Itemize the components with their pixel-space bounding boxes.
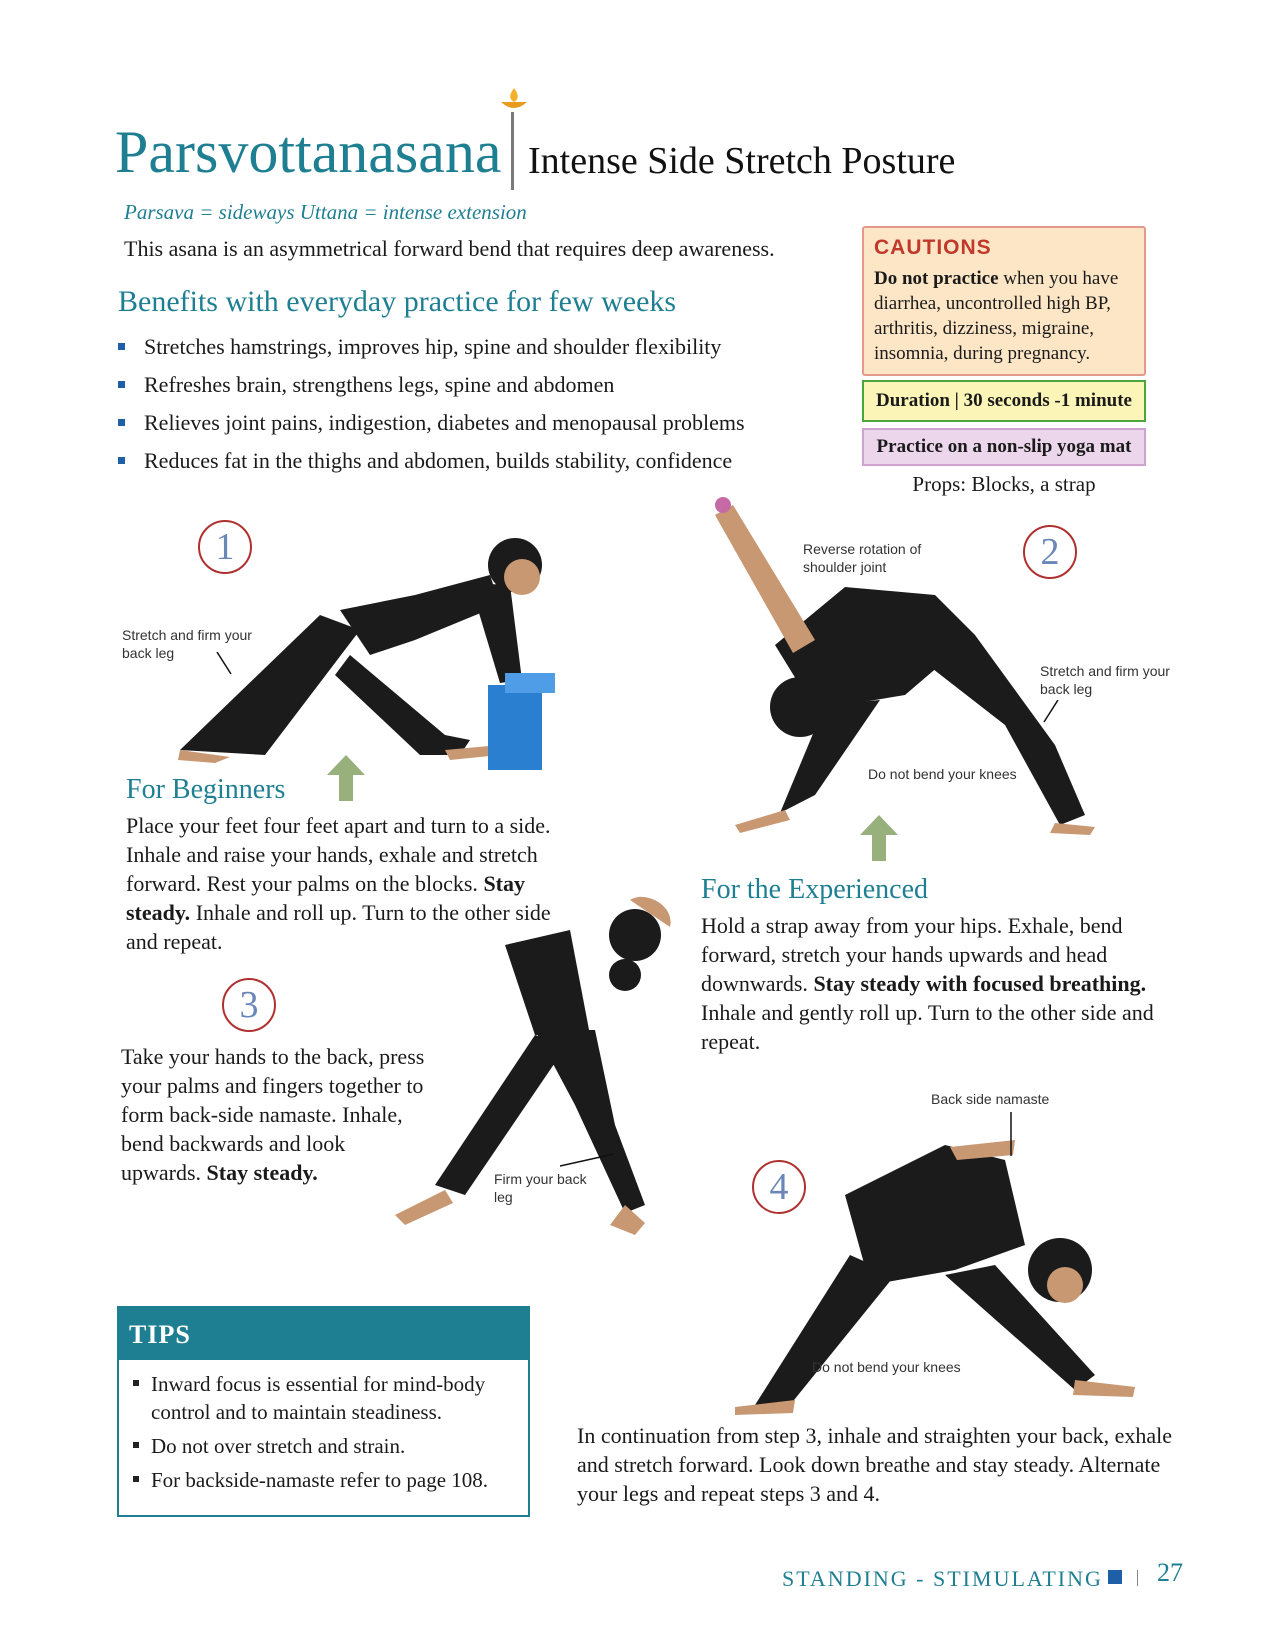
- page-title: Parsvottanasana: [115, 119, 502, 185]
- list-item: [129, 1432, 520, 1460]
- tip-text: Inward focus is essential for mind-body control and to maintain steadiness.: [151, 1372, 486, 1424]
- list-item: [129, 1466, 520, 1494]
- list-item: [118, 446, 798, 484]
- benefit-text: Reduces fat in the thighs and abdomen, builds stability, confidence: [144, 448, 733, 473]
- leader-line: [1040, 700, 1062, 724]
- list-item: [118, 370, 798, 408]
- bullet-icon: [118, 381, 125, 388]
- step2-note-top: Reverse rotation of shoulder joint: [803, 541, 922, 575]
- footer-divider: [1137, 1570, 1138, 1586]
- experienced-text-a: Hold a strap away from your hips. Exhale, bend forward, stretch your hands upwards and head downwards.: [701, 913, 1123, 996]
- footer-section: STANDING - STIMULATING: [782, 1566, 1103, 1591]
- step2-note-right: Stretch and firm your back leg: [1040, 663, 1170, 697]
- page-subtitle: Intense Side Stretch Posture: [528, 140, 956, 182]
- leader-line: [1008, 1112, 1014, 1158]
- bullet-icon: [133, 1476, 139, 1482]
- props-text: Props: Blocks, a strap: [912, 472, 1096, 496]
- benefit-text: Relieves joint pains, indigestion, diabetes and menopausal problems: [144, 410, 745, 435]
- yoga-block-icon: [488, 673, 555, 770]
- step1-note: Stretch and firm your back leg: [122, 627, 252, 661]
- bullet-icon: [118, 343, 125, 350]
- step-number-3: 3: [222, 978, 276, 1032]
- title-divider: [511, 112, 514, 190]
- cautions-panel: [862, 226, 1146, 376]
- leader-line: [560, 1150, 616, 1170]
- step4-note-knees: Do not bend your knees: [812, 1359, 961, 1375]
- tip-text: For backside-namaste refer to page 108.: [151, 1468, 489, 1492]
- list-item: [118, 408, 798, 446]
- step3-note: Firm your back leg: [494, 1171, 587, 1205]
- bullet-icon: [118, 457, 125, 464]
- bullet-icon: [133, 1442, 139, 1448]
- page-number: 27: [1157, 1558, 1183, 1587]
- tips-box: [117, 1306, 530, 1517]
- beginners-bold: Stay steady.: [126, 871, 525, 925]
- step3-text-a: Take your hands to the back, press your palms and fingers together to form back-side namaste. Inhale, bend backwards and look upwards.: [121, 1044, 425, 1185]
- benefit-text: Stretches hamstrings, improves hip, spine and shoulder flexibility: [144, 334, 722, 359]
- step2-note-knees: Do not bend your knees: [868, 766, 1017, 782]
- experienced-text-b: Inhale and gently roll up. Turn to the other side and repeat.: [701, 1000, 1154, 1054]
- step-number-2: 2: [1023, 525, 1077, 579]
- benefits-heading: Benefits with everyday practice for few weeks: [118, 285, 677, 318]
- arrow-up-icon: [327, 755, 365, 801]
- beginners-text-b: Inhale and roll up. Turn to the other side and repeat.: [126, 900, 551, 954]
- duration-box: Duration | 30 seconds -1 minute: [862, 380, 1146, 422]
- cautions-lead: Do not practice: [874, 268, 999, 289]
- beginners-text-a: Place your feet four feet apart and turn to a side. Inhale and raise your hands, exhale and stretch forward. Rest your palms on the blocks.: [126, 813, 551, 896]
- cautions-body: [874, 266, 1134, 366]
- tips-heading: TIPS: [119, 1308, 528, 1360]
- footer-square-icon: [1108, 1570, 1122, 1584]
- tips-list: [119, 1360, 528, 1494]
- list-item: [118, 332, 798, 370]
- bullet-icon: [118, 419, 125, 426]
- intro-text: This asana is an asymmetrical forward bend that requires deep awareness.: [124, 236, 775, 261]
- step3-bold: Stay steady.: [206, 1160, 318, 1185]
- cautions-title: CAUTIONS: [874, 236, 992, 259]
- mat-box: Practice on a non-slip yoga mat: [862, 428, 1146, 466]
- step4-note-top: Back side namaste: [931, 1091, 1050, 1107]
- benefits-list: [118, 332, 798, 484]
- list-item: [129, 1370, 520, 1426]
- leader-line: [215, 652, 235, 676]
- step4-text: In continuation from step 3, inhale and straighten your back, exhale and stretch forward. Look down breathe and stay steady. Alternate your legs and repeat steps 3 and 4.: [577, 1423, 1173, 1506]
- step3-text: [121, 1042, 426, 1187]
- flame-icon: [497, 86, 531, 116]
- beginners-heading: For Beginners: [126, 774, 286, 805]
- bullet-icon: [133, 1380, 139, 1386]
- step-number-4: 4: [752, 1160, 806, 1214]
- etymology: Parsava = sideways Uttana = intense extension: [124, 200, 527, 224]
- tip-text: Do not over stretch and strain.: [151, 1434, 406, 1458]
- experienced-bold: Stay steady with focused breathing.: [813, 971, 1147, 996]
- step-number-1: 1: [198, 520, 252, 574]
- cautions-text: when you have diarrhea, uncontrolled high BP, arthritis, dizziness, migraine, insomnia, during pregnancy.: [874, 268, 1119, 364]
- experienced-heading: For the Experienced: [701, 874, 929, 905]
- benefit-text: Refreshes brain, strengthens legs, spine and abdomen: [144, 372, 615, 397]
- arrow-up-icon: [860, 815, 898, 861]
- experienced-text: [701, 911, 1171, 1056]
